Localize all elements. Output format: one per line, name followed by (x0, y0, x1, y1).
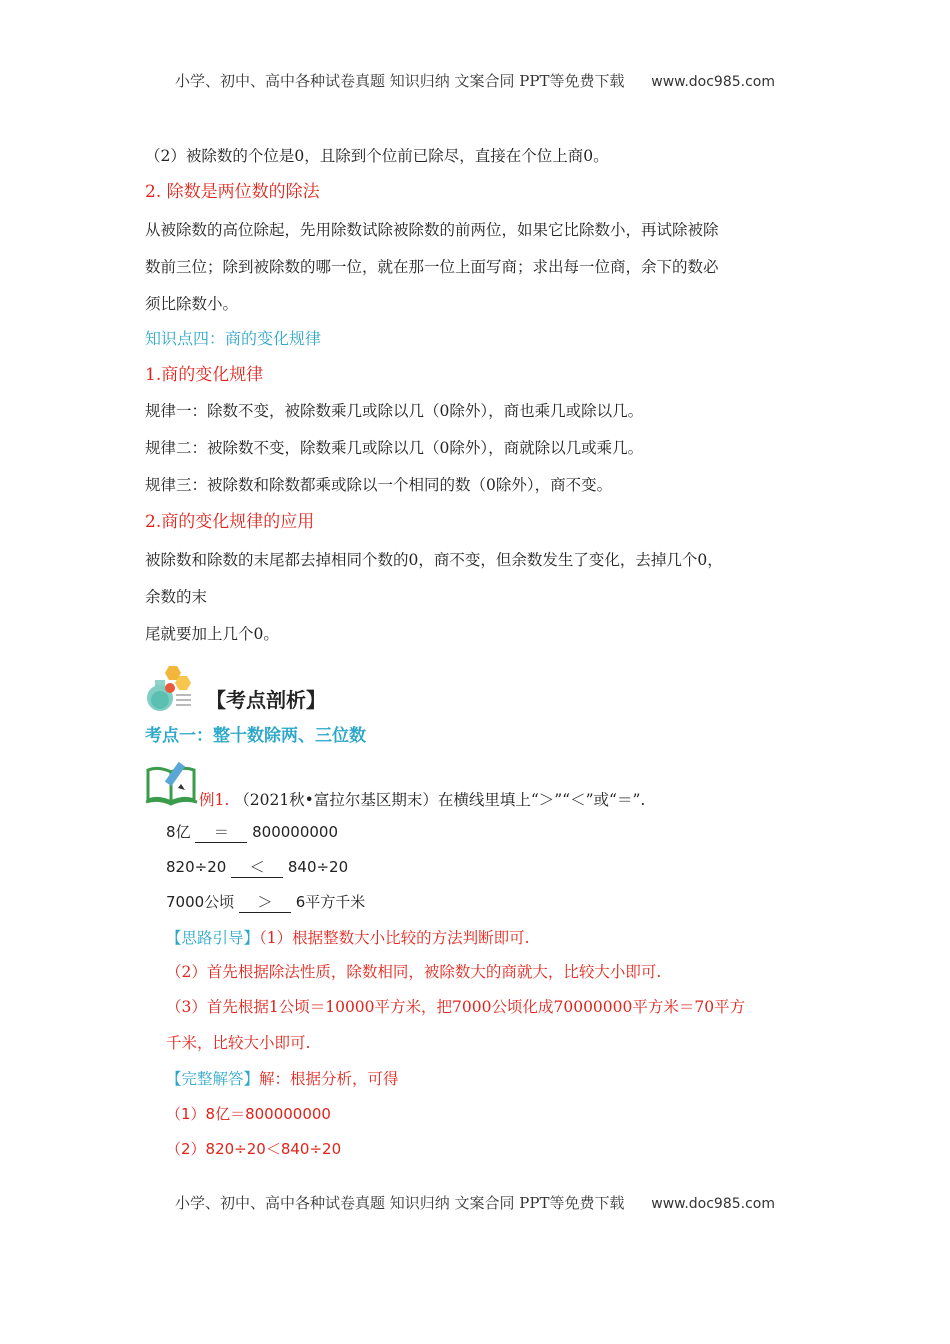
answer-tag: 【完整解答】 (166, 1070, 260, 1088)
question-row (166, 857, 348, 878)
knowledge-point-4-title: 知识点四：商的变化规律 (145, 329, 322, 348)
rule-two: 规律二：被除数不变，除数乘几或除以几（0除外），商就除以几或乘几。 (145, 439, 644, 457)
flask-icon (145, 664, 197, 714)
page-footer (0, 1192, 950, 1213)
hint-tag: 【思路引导】 (166, 929, 260, 947)
header-text: 小学、初中、高中各种试卷真题 知识归纳 文案合同 PPT等免费下载 (174, 72, 625, 90)
analysis-heading: 【考点剖析】 (206, 688, 326, 712)
footer-text: 小学、初中、高中各种试卷真题 知识归纳 文案合同 PPT等免费下载 (174, 1194, 625, 1212)
hint-2: （2）首先根据除法性质，除数相同，被除数大的商就大，比较大小即可. (166, 963, 662, 981)
rule-three: 规律三：被除数和除数都乘或除以一个相同的数（0除外），商不变。 (145, 476, 613, 494)
q2-right: 840÷20 (287, 858, 349, 876)
answer-line (166, 1069, 399, 1089)
hint-3-line-1: （3）首先根据1公顷＝10000平方米，把7000公顷化成70000000平方米＝70平方 (166, 998, 746, 1016)
q2-left: 820÷20 (166, 858, 227, 876)
answer-1: （1）8亿＝800000000 (166, 1105, 331, 1123)
paragraph-line: 须比除数小。 (145, 295, 239, 313)
question-row (166, 822, 338, 843)
section-title-two-digit-division: 2. 除数是两位数的除法 (145, 182, 320, 202)
header-url[interactable]: www.doc985.com (651, 74, 776, 90)
example-1-line (199, 790, 645, 810)
hint-line (166, 928, 530, 948)
paragraph-line: 被除数和除数的末尾都去掉相同个数的0，商不变，但余数发生了变化，去掉几个0， (145, 551, 723, 569)
paragraph-line: 数前三位；除到被除数的哪一位，就在那一位上面写商；求出每一位商，余下的数必 (145, 258, 719, 276)
subsection-title: 1.商的变化规律 (145, 365, 264, 385)
example-question: （2021秋•富拉尔基区期末）在横线里填上“＞”“＜”或“＝”. (234, 791, 646, 809)
paragraph-line: 尾就要加上几个0。 (145, 625, 279, 643)
notebook-pencil-icon (145, 760, 199, 806)
answer-2: （2）820÷20＜840÷20 (166, 1140, 342, 1158)
question-row (166, 892, 365, 913)
q3-answer-blank[interactable]: ＞ (239, 892, 291, 913)
subsection-title: 2.商的变化规律的应用 (145, 512, 315, 532)
q1-answer-blank[interactable]: ＝ (195, 822, 247, 843)
paragraph-line: 余数的末 (145, 588, 208, 606)
example-label: 例1. (199, 791, 230, 809)
q1-right: 800000000 (252, 823, 339, 841)
q2-answer-blank[interactable]: ＜ (231, 857, 283, 878)
page-header (0, 70, 950, 91)
q3-right: 6平方千米 (295, 893, 366, 911)
hint-3-line-2: 千米，比较大小即可. (166, 1034, 311, 1052)
rule-one: 规律一：除数不变，被除数乘几或除以几（0除外），商也乘几或除以几。 (145, 402, 644, 420)
q3-left: 7000公顷 (166, 893, 235, 911)
footer-url[interactable]: www.doc985.com (651, 1196, 776, 1212)
q1-left: 8亿 (166, 823, 191, 841)
exam-point-1-title: 考点一：整十数除两、三位数 (145, 726, 366, 746)
rule-line-2: （2）被除数的个位是0，且除到个位前已除尽，直接在个位上商0。 (145, 147, 609, 165)
paragraph-line: 从被除数的高位除起，先用除数试除被除数的前两位，如果它比除数小，再试除被除 (145, 221, 719, 239)
answer-intro: 解：根据分析，可得 (259, 1070, 399, 1088)
hint-1: （1）根据整数大小比较的方法判断即可. (259, 929, 530, 947)
